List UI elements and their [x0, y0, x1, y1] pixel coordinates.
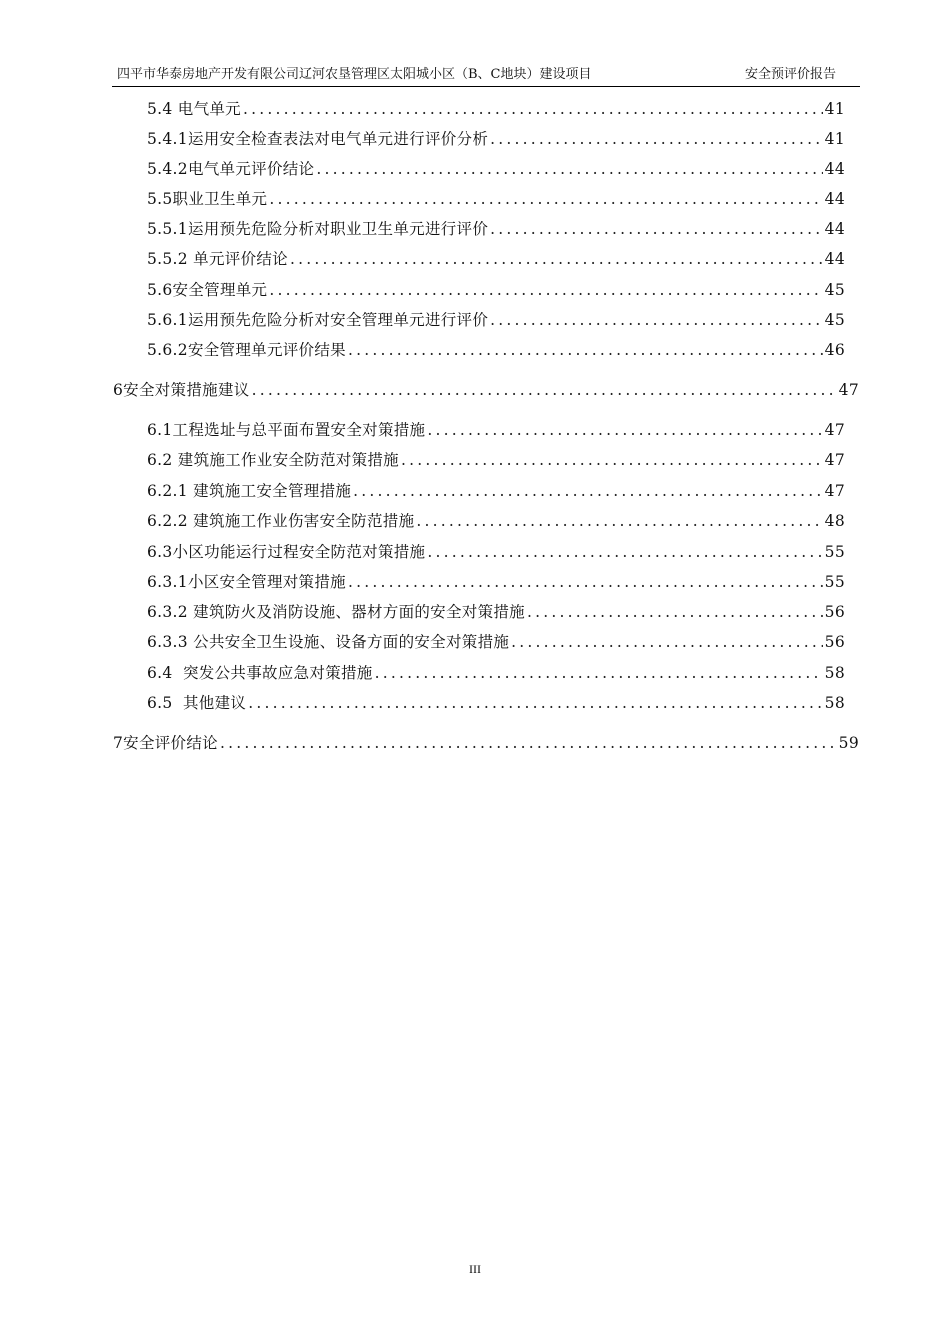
toc-entry-title: 5.6.1运用预先危险分析对安全管理单元进行评价 [147, 311, 489, 329]
toc-entry-title: 5.5职业卫生单元 [147, 190, 268, 208]
toc-leader-dots [488, 217, 823, 241]
toc-entry-page: 56 [824, 603, 845, 621]
toc-entry-7[interactable] [113, 731, 859, 755]
toc-entry-5-4-2[interactable] [147, 157, 845, 181]
toc-entry-6-4[interactable] [147, 661, 845, 685]
toc-entry-6-1[interactable] [147, 418, 845, 442]
toc-entry-page: 44 [824, 190, 845, 208]
toc-entry-6-3-3[interactable] [147, 630, 845, 654]
toc-entry-page: 41 [824, 130, 845, 148]
toc-entry-5-6-1[interactable] [147, 308, 845, 332]
page-header [112, 66, 860, 87]
toc-entry-title: 6.2.2 建筑施工作业伤害安全防范措施 [147, 512, 415, 530]
toc-leader-dots [414, 509, 822, 533]
toc-leader-dots [346, 570, 823, 594]
toc-entry-title: 6.3.3 公共安全卫生设施、设备方面的安全对策措施 [147, 633, 510, 651]
toc-entry-title: 5.4.1运用安全检查表法对电气单元进行评价分析 [147, 130, 489, 148]
toc-entry-6-2[interactable] [147, 448, 845, 472]
toc-entry-title: 5.5.1运用预先危险分析对职业卫生单元进行评价 [147, 220, 489, 238]
toc-entry-title: 5.4.2电气单元评价结论 [147, 160, 315, 178]
toc-entry-page: 59 [838, 734, 859, 752]
toc-entry-page: 55 [824, 543, 845, 561]
toc-entry-6-2-2[interactable] [147, 509, 845, 533]
header-project-title: 四平市华泰房地产开发有限公司辽河农垦管理区太阳城小区（B、C地块）建设项目 [117, 67, 592, 82]
toc-entry-5-4[interactable] [147, 97, 845, 121]
toc-leader-dots [250, 378, 837, 402]
toc-entry-title: 6.1工程选址与总平面布置安全对策措施 [147, 421, 426, 439]
toc-entry-6-3-1[interactable] [147, 570, 845, 594]
toc-leader-dots [509, 630, 823, 654]
toc-leader-dots [399, 448, 823, 472]
toc-entry-page: 55 [824, 573, 845, 591]
toc-entry-page: 47 [824, 482, 845, 500]
toc-entry-5-5-1[interactable] [147, 217, 845, 241]
toc-entry-6-2-1[interactable] [147, 479, 845, 503]
page-number: III [469, 1262, 481, 1276]
toc-leader-dots [425, 540, 822, 564]
toc-leader-dots [267, 187, 822, 211]
toc-entry-5-4-1[interactable] [147, 127, 845, 151]
toc-entry-6-3-2[interactable] [147, 600, 845, 624]
toc-leader-dots [246, 691, 822, 715]
toc-entry-title: 6.4 突发公共事故应急对策措施 [147, 664, 373, 682]
toc-leader-dots [488, 127, 823, 151]
toc-entry-page: 47 [838, 381, 859, 399]
toc-leader-dots [218, 731, 837, 755]
toc-leader-dots [314, 157, 822, 181]
toc-entry-title: 6.2 建筑施工作业安全防范对策措施 [147, 451, 399, 469]
toc-entry-title: 5.6安全管理单元 [147, 281, 268, 299]
toc-entry-page: 47 [824, 451, 845, 469]
toc-entry-page: 44 [824, 250, 845, 268]
toc-entry-page: 44 [824, 160, 845, 178]
toc-leader-dots [425, 418, 822, 442]
toc-entry-title: 7安全评价结论 [113, 734, 218, 752]
toc-entry-page: 56 [824, 633, 845, 651]
toc-entry-page: 44 [824, 220, 845, 238]
toc-entry-page: 45 [824, 281, 845, 299]
toc-entry-title: 6.5 其他建议 [147, 694, 247, 712]
toc-entry-page: 48 [824, 512, 845, 530]
toc-leader-dots [346, 338, 823, 362]
toc-leader-dots [241, 97, 823, 121]
toc-entry-title: 6.3小区功能运行过程安全防范对策措施 [147, 543, 426, 561]
toc-entry-page: 47 [824, 421, 845, 439]
toc-entry-5-5[interactable] [147, 187, 845, 211]
toc-leader-dots [267, 278, 822, 302]
toc-leader-dots [351, 479, 823, 503]
header-report-title: 安全预评价报告 [744, 67, 836, 82]
toc-entry-6-3[interactable] [147, 540, 845, 564]
toc-entry-title: 6.3.1小区安全管理对策措施 [147, 573, 346, 591]
toc-entry-5-6-2[interactable] [147, 338, 845, 362]
toc-leader-dots [488, 308, 823, 332]
toc-leader-dots [288, 247, 823, 271]
toc-entry-page: 58 [824, 694, 845, 712]
toc-leader-dots [373, 661, 823, 685]
toc-entry-title: 5.6.2安全管理单元评价结果 [147, 341, 346, 359]
toc-entry-page: 41 [824, 100, 845, 118]
toc-entry-page: 58 [824, 664, 845, 682]
toc-entry-title: 5.5.2 单元评价结论 [147, 250, 288, 268]
toc-entry-5-6[interactable] [147, 278, 845, 302]
toc-entry-title: 5.4 电气单元 [147, 100, 241, 118]
toc-entry-title: 6安全对策措施建议 [113, 381, 250, 399]
toc-leader-dots [525, 600, 823, 624]
toc-entry-5-5-2[interactable] [147, 247, 845, 271]
toc-entry-title: 6.3.2 建筑防火及消防设施、器材方面的安全对策措施 [147, 603, 525, 621]
toc-entry-title: 6.2.1 建筑施工安全管理措施 [147, 482, 352, 500]
toc-entry-6-5[interactable] [147, 691, 845, 715]
toc-entry-page: 45 [824, 311, 845, 329]
toc-entry-6[interactable] [113, 378, 859, 402]
toc-entry-page: 46 [824, 341, 845, 359]
